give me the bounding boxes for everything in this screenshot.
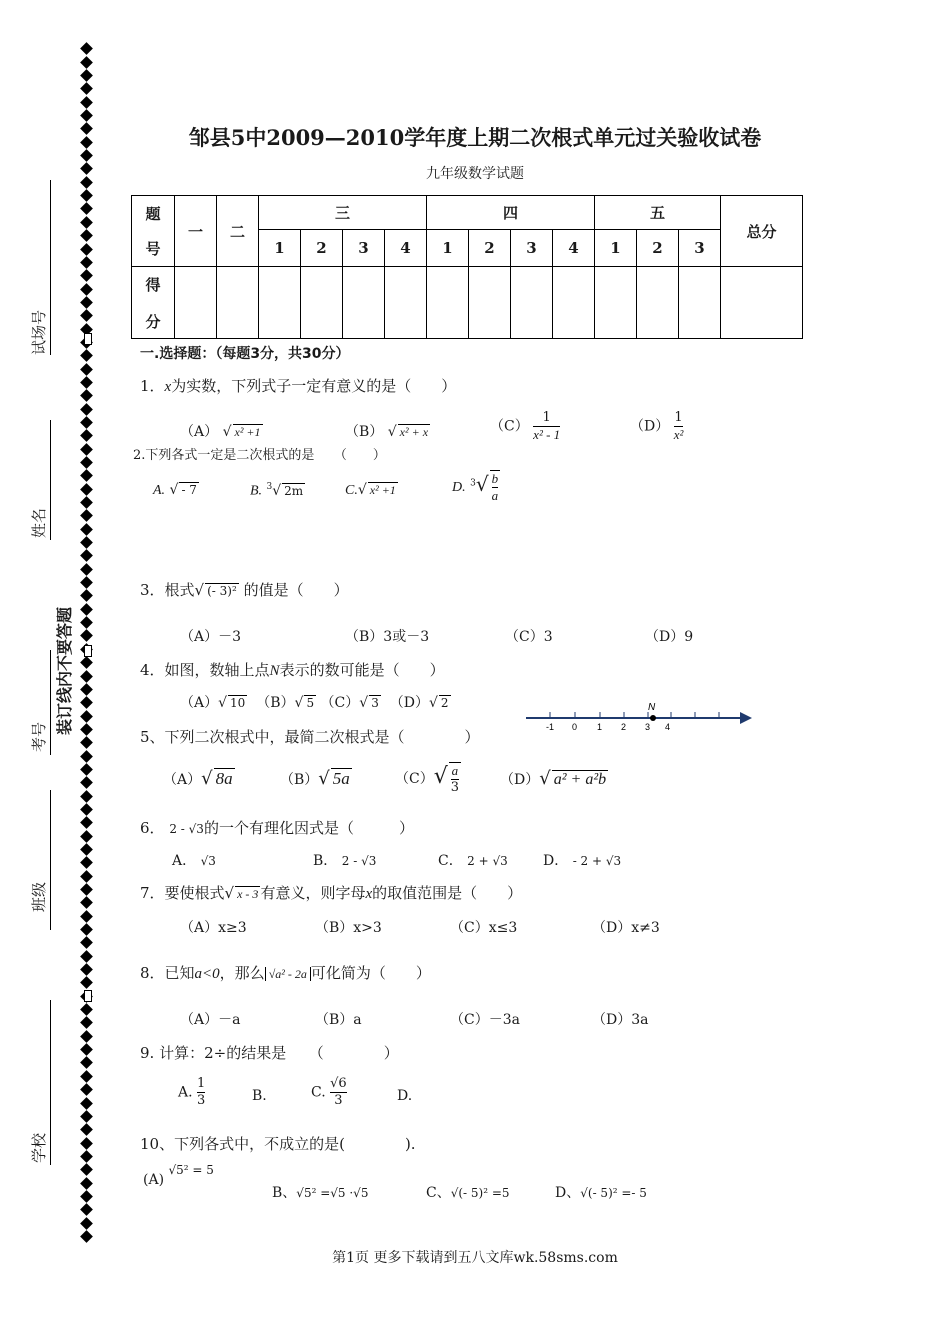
question-5: 5、下列二次根式中，最简二次根式是（ ）: [140, 728, 480, 746]
diamond-icon: [80, 510, 93, 523]
diamond-icon: [80, 243, 93, 256]
question-8: 8．已知a<0，那么 √a² - 2a 可化简为（ ）: [140, 964, 431, 982]
binding-diamond-border: [78, 40, 94, 1245]
section-1-header: 一: [175, 196, 217, 267]
sub-header: 1: [595, 230, 637, 267]
diamond-icon: [80, 590, 93, 603]
tick-label: 3: [645, 722, 651, 732]
diamond-icon: [80, 830, 93, 843]
diamond-icon: [80, 443, 93, 456]
q5-option-b: （B）√ 5a: [280, 768, 352, 789]
sub-header: 2: [469, 230, 511, 267]
q10-option-a: (A) √5² = 5: [143, 1163, 214, 1188]
school-label: 学校: [30, 1132, 48, 1163]
diamond-icon: [80, 1150, 93, 1163]
sub-header: 3: [511, 230, 553, 267]
diamond-icon: [80, 376, 93, 389]
diamond-icon: [80, 616, 93, 629]
section-4-header: 四: [427, 196, 595, 230]
student-no-line: [50, 650, 51, 755]
diamond-icon: [80, 576, 93, 589]
name-label: 姓名: [30, 507, 48, 538]
diamond-icon: [80, 950, 93, 963]
diamond-icon: [80, 363, 93, 376]
score-cell[interactable]: [511, 267, 553, 339]
diamond-icon: [80, 109, 93, 122]
diamond-icon: [80, 256, 93, 269]
class-line: [50, 790, 51, 930]
question-6: 6． 2 - √3的一个有理化因式是（ ）: [140, 819, 414, 837]
diamond-icon: [80, 1137, 93, 1150]
page-subtitle: 九年级数学试题: [426, 166, 524, 182]
score-cell[interactable]: [301, 267, 343, 339]
diamond-icon: [80, 923, 93, 936]
score-cell[interactable]: [385, 267, 427, 339]
sub-header: 3: [343, 230, 385, 267]
section-2-header: 二: [217, 196, 259, 267]
name-line: [50, 420, 51, 540]
diamond-icon: [80, 937, 93, 950]
total-header: 总分: [721, 196, 803, 267]
diamond-icon: [80, 816, 93, 829]
diamond-icon: [80, 750, 93, 763]
q1-option-a: （A） √ x² +1: [180, 421, 263, 441]
diamond-icon: [80, 523, 93, 536]
question-4: 4．如图，数轴上点N表示的数可能是（ ）: [140, 661, 445, 679]
diamond-icon: [80, 1230, 93, 1243]
diamond-icon: [80, 1177, 93, 1190]
score-table: [131, 195, 803, 339]
page-footer: 第1页 更多下载请到五八文库wk.58sms.com: [332, 1250, 618, 1266]
diamond-icon: [80, 269, 93, 282]
exam-no-label: 试场号: [30, 309, 48, 355]
q4-options: （A）√ 10 （B）√ 5 （C）√ 3 （D）√ 2: [180, 692, 451, 712]
q6-option-b: B． 2 - √3: [313, 853, 377, 869]
diamond-icon: [80, 910, 93, 923]
diamond-icon: [80, 550, 93, 563]
diamond-icon: [80, 696, 93, 709]
diamond-icon: [80, 656, 93, 669]
q10-option-c: C、√(- 5)² =5: [426, 1185, 510, 1201]
diamond-icon: [80, 203, 93, 216]
diamond-icon: [80, 389, 93, 402]
q1-option-c: （C） $\frac{1}{\text{x² - 1}}$: [490, 410, 561, 442]
q9-option-d: D.: [397, 1088, 413, 1104]
q3-option-a: （A）－3: [180, 629, 242, 645]
diamond-icon: [80, 1190, 93, 1203]
diamond-icon: [80, 683, 93, 696]
score-cell[interactable]: [469, 267, 511, 339]
class-label: 班级: [30, 881, 48, 912]
diamond-icon: [80, 563, 93, 576]
q7-option-c: （C）x≤3: [450, 920, 518, 936]
question-2: 2.下列各式一定是二次根式的是 （ ）: [133, 448, 386, 463]
diamond-icon: [80, 189, 93, 202]
diamond-icon: [80, 349, 93, 362]
diamond-icon: [80, 1097, 93, 1110]
diamond-icon: [80, 496, 93, 509]
diamond-icon: [80, 296, 93, 309]
number-line-figure: [520, 696, 760, 742]
score-cell[interactable]: [679, 267, 721, 339]
q2-option-a: A. √ - 7: [153, 482, 199, 499]
diamond-icon: [80, 309, 93, 322]
sub-header: 3: [679, 230, 721, 267]
school-line: [50, 1000, 51, 1165]
q2-option-d: D. $^3$√ $\frac{b}{a}$: [452, 470, 500, 504]
score-label-cell: 得 分: [132, 267, 175, 339]
sub-header: 1: [427, 230, 469, 267]
q8-option-c: （C）－3a: [450, 1012, 520, 1028]
sub-header: 2: [301, 230, 343, 267]
diamond-icon: [80, 723, 93, 736]
score-cell[interactable]: [343, 267, 385, 339]
diamond-icon: [80, 1083, 93, 1096]
diamond-icon: [80, 710, 93, 723]
question-10: 10、下列各式中，不成立的是( ).: [140, 1135, 416, 1153]
tick-label: 2: [621, 722, 627, 732]
binding-marker: [84, 645, 92, 657]
q9-option-c: C. $\frac{√6}{3}$: [311, 1076, 347, 1108]
score-cell[interactable]: [595, 267, 637, 339]
score-cell[interactable]: [175, 267, 217, 339]
score-cell[interactable]: [427, 267, 469, 339]
question-9: 9. 计算：2÷的结果是 （ ）: [140, 1044, 399, 1062]
sub-header: 2: [637, 230, 679, 267]
score-cell[interactable]: [259, 267, 301, 339]
q6-option-d: D． - 2 + √3: [543, 853, 622, 869]
diamond-icon: [80, 429, 93, 442]
diamond-icon: [80, 83, 93, 96]
q7-option-a: （A）x≥3: [180, 920, 247, 936]
binding-notice: 装订线内不要答题: [55, 606, 74, 735]
binding-marker: [84, 990, 92, 1002]
diamond-icon: [80, 963, 93, 976]
diamond-icon: [80, 776, 93, 789]
diamond-icon: [80, 416, 93, 429]
diamond-icon: [80, 1123, 93, 1136]
q8-option-d: （D）3a: [592, 1012, 649, 1028]
q9-option-a: A. $\frac{1}{3}$: [178, 1076, 206, 1108]
tick-label: 4: [665, 722, 671, 732]
sub-header: 1: [259, 230, 301, 267]
diamond-icon: [80, 670, 93, 683]
diamond-icon: [80, 1163, 93, 1176]
diamond-icon: [80, 1030, 93, 1043]
diamond-icon: [80, 69, 93, 82]
diamond-icon: [80, 803, 93, 816]
diamond-icon: [80, 736, 93, 749]
diamond-icon: [80, 630, 93, 643]
diamond-icon: [80, 229, 93, 242]
diamond-icon: [80, 1057, 93, 1070]
diamond-icon: [80, 1043, 93, 1056]
diamond-icon: [80, 977, 93, 990]
section-5-header: 五: [595, 196, 721, 230]
question-3: 3．根式√ (- 3)² 的值是（ ）: [140, 579, 349, 600]
tick-label: -1: [546, 722, 555, 732]
tick-label: 0: [572, 722, 578, 732]
diamond-icon: [80, 763, 93, 776]
score-cell[interactable]: [637, 267, 679, 339]
q5-option-d: （D）√ a² + a²b: [500, 768, 608, 789]
section-heading: 一.选择题：（每题3分，共30分）: [140, 346, 350, 362]
score-cell[interactable]: [217, 267, 259, 339]
score-cell[interactable]: [721, 267, 803, 339]
student-no-label: 考号: [30, 721, 48, 752]
diamond-icon: [80, 403, 93, 416]
q5-option-c: （C）√ $\frac{a}{3}$: [395, 762, 461, 796]
page-title: 邹县5中2009—2010学年度上期二次根式单元过关验收试卷: [188, 125, 762, 150]
q3-option-d: （D）9: [645, 629, 694, 645]
q3-option-c: （C）3: [505, 629, 553, 645]
diamond-icon: [80, 536, 93, 549]
diamond-icon: [80, 1110, 93, 1123]
diamond-icon: [80, 56, 93, 69]
binding-marker: [84, 333, 92, 345]
point-n-label: N: [648, 702, 656, 713]
diamond-icon: [80, 790, 93, 803]
diamond-icon: [80, 883, 93, 896]
q6-option-c: C． 2 + √3: [438, 853, 508, 869]
diamond-icon: [80, 603, 93, 616]
q6-option-a: A． √3: [172, 853, 216, 869]
q10-option-b: B、√5² =√5 ·√5: [272, 1185, 369, 1201]
diamond-icon: [80, 283, 93, 296]
q8-option-a: （A）－a: [180, 1012, 241, 1028]
sub-header: 4: [553, 230, 595, 267]
q3-option-b: （B）3或－3: [345, 629, 430, 645]
diamond-icon: [80, 1217, 93, 1230]
diamond-icon: [80, 896, 93, 909]
diamond-icon: [80, 456, 93, 469]
q7-option-b: （B）x>3: [315, 920, 382, 936]
diamond-icon: [80, 1003, 93, 1016]
section-3-header: 三: [259, 196, 427, 230]
q1-option-b: （B） √ x² + x: [345, 421, 430, 441]
q5-option-a: （A）√ 8a: [163, 768, 235, 789]
diamond-icon: [80, 856, 93, 869]
q8-option-b: （B）a: [315, 1012, 362, 1028]
diamond-icon: [80, 1070, 93, 1083]
diamond-icon: [80, 843, 93, 856]
diamond-icon: [80, 96, 93, 109]
point-n: [650, 715, 656, 721]
diamond-icon: [80, 1203, 93, 1216]
q10-option-d: D、√(- 5)² =- 5: [555, 1185, 647, 1201]
score-cell[interactable]: [553, 267, 595, 339]
question-1: 1．x为实数，下列式子一定有意义的是（ ）: [140, 377, 457, 395]
diamond-icon: [80, 870, 93, 883]
q7-option-d: （D）x≠3: [592, 920, 660, 936]
diamond-icon: [80, 42, 93, 55]
question-7: 7．要使根式√ x - 3 有意义，则字母x的取值范围是（ ）: [140, 882, 522, 903]
tick-label: 1: [597, 722, 603, 732]
diamond-icon: [80, 216, 93, 229]
diamond-icon: [80, 469, 93, 482]
q2-option-b: B. $^3$√ 2m: [250, 482, 305, 500]
q9-option-b: B.: [252, 1088, 267, 1104]
header-label-cell: 题 号: [132, 196, 175, 267]
sub-header: 4: [385, 230, 427, 267]
q1-option-d: （D） $\frac{1}{\text{x²}}$: [630, 410, 684, 442]
diamond-icon: [80, 483, 93, 496]
q2-option-c: C.√ x² +1: [345, 482, 398, 499]
diamond-icon: [80, 1017, 93, 1030]
exam-no-line: [50, 180, 51, 355]
